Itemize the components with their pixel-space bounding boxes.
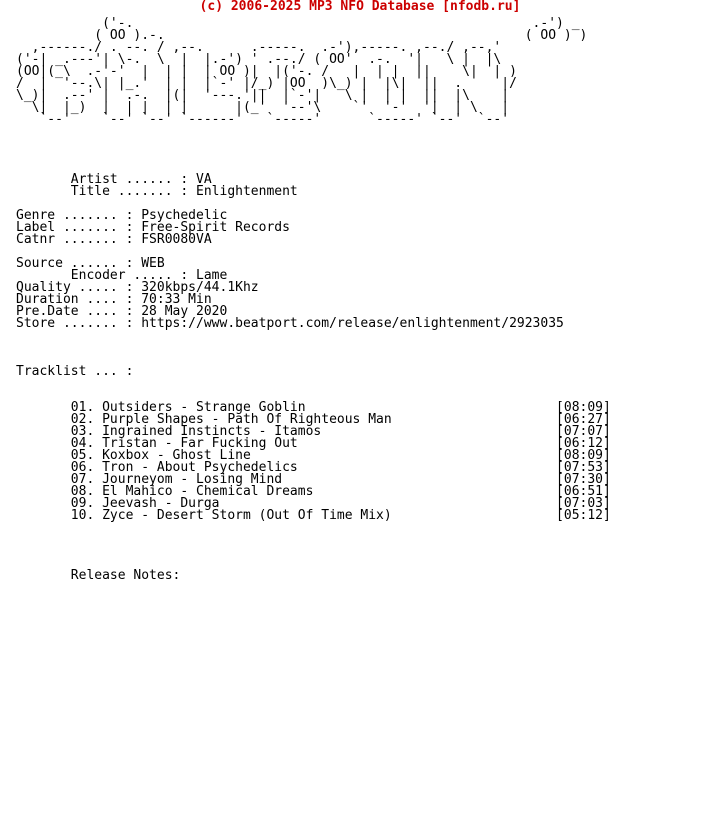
nfo-line: Catnr ....... : FSR0080VA: [16, 232, 212, 247]
nfo-line: Pre.Date .... : 28 May 2020: [16, 304, 228, 319]
nfo-line: Artist ...... : VA: [16, 172, 212, 187]
nfo-line: 06. Tron - About Psychedelics [07:53]: [16, 460, 611, 475]
copyright-header: (c) 2006-2025 MP3 NFO Database [nfodb.ru]: [199, 0, 521, 14]
nfo-line: 01. Outsiders - Strange Goblin [08:09]: [16, 400, 611, 415]
nfo-line: ('-. .-') _: [16, 16, 580, 31]
nfo-text-block: [16, 18, 611, 582]
nfo-line: Label ....... : Free-Spirit Records: [16, 220, 290, 235]
nfo-line: Title ....... : Enlightenment: [16, 184, 298, 199]
nfo-line: 07. Journeyom - Losing Mind [07:30]: [16, 472, 611, 487]
nfo-line: 02. Purple Shapes - Path Of Righteous Man [06:27]: [16, 412, 611, 427]
nfo-line: [16, 546, 611, 558]
nfo-line: 08. El Mahico - Chemical Dreams [06:51]: [16, 484, 611, 499]
nfo-line: \| |_) | | | | | |(_' '--'\ `' '-' '| | \ |: [16, 100, 510, 115]
nfo-line: Encoder ..... : Lame: [16, 268, 228, 283]
nfo-line: Duration .... : 70:33 Min: [16, 292, 212, 307]
nfo-line: [16, 138, 611, 150]
nfo-line: 05. Koxbox - Ghost Line [08:09]: [16, 448, 611, 463]
nfo-line: Source ...... : WEB: [16, 256, 165, 271]
nfo-line: 10. Zyce - Desert Storm (Out Of Time Mix) [05:12]: [16, 508, 611, 523]
nfo-line: `--' `--' `--' `------' `-----' `-----' `--' `--': [16, 112, 510, 127]
nfo-line: [16, 330, 611, 342]
nfo-line: (OO|(_\ .-'-' | | | | OO )| |('-. / | | | || \| | ): [16, 64, 517, 79]
nfo-line: ('-| _.---'| \-. \ | |.-') ' .--./ ( OO' .-. '| \ | |\: [16, 52, 502, 67]
nfo-line: [16, 342, 611, 354]
nfo-line: [16, 534, 611, 546]
nfo-line: Tracklist ... :: [16, 364, 134, 379]
nfo-line: [16, 150, 611, 162]
nfo-line: ( OO ).-. ( OO ) ): [16, 28, 588, 43]
nfo-line: 03. Ingrained Instincts - Itamos [07:07]: [16, 424, 611, 439]
nfo-line: Quality ..... : 320kbps/44.1Khz: [16, 280, 259, 295]
nfo-line: Genre ....... : Psychedelic: [16, 208, 228, 223]
nfo-line: Release Notes:: [16, 568, 181, 583]
nfo-line: 04. Tristan - Far Fucking Out [06:12]: [16, 436, 611, 451]
nfo-line: \_)| .--' | .-. |(| '---.'|| |`-'| \ | | | || |\ |: [16, 88, 510, 103]
nfo-line: ,------./ . --. / ,--. .-----. .-'),-----. ,--./ ,--,': [16, 40, 502, 55]
nfo-line: Store ....... : https://www.beatport.com/release/enlightenment/2923035: [16, 316, 564, 331]
nfo-line: / | '--.\| |_.' | | |`-' |/_) |OO )\_) | |\| || . |/: [16, 76, 517, 91]
nfo-line: [16, 378, 611, 390]
nfo-line: 09. Jeevash - Durga [07:03]: [16, 496, 611, 511]
nfo-line: [16, 522, 611, 534]
nfo-line: [16, 126, 611, 138]
